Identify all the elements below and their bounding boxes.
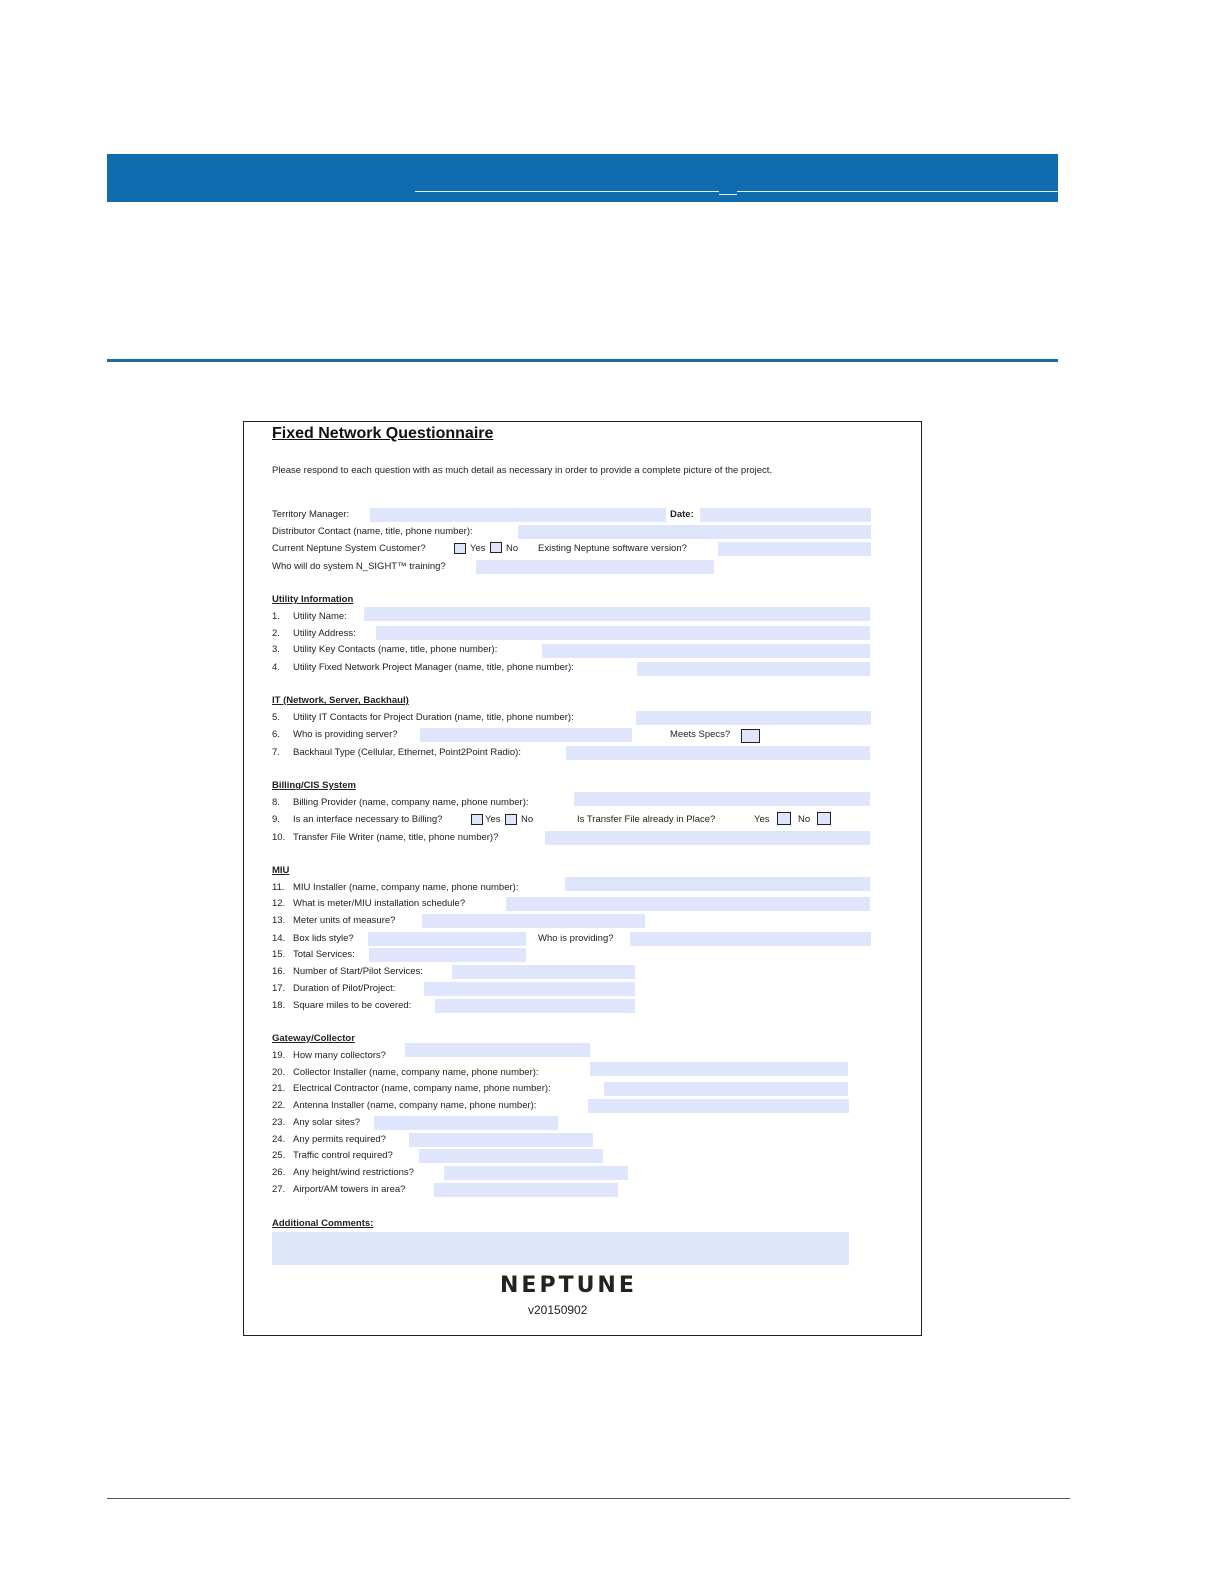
q23-num: 23. (272, 1117, 286, 1128)
q27-field[interactable] (434, 1183, 618, 1197)
q26-label (272, 1167, 414, 1178)
section-billing: Billing/CIS System (272, 780, 356, 791)
date-field[interactable] (700, 508, 871, 522)
q17-text: Duration of Pilot/Project: (293, 983, 396, 994)
current-customer-yes-checkbox[interactable] (454, 543, 466, 554)
q7-num: 7. (272, 747, 280, 758)
section-gateway: Gateway/Collector (272, 1033, 355, 1044)
q24-num: 24. (272, 1134, 286, 1145)
comments-field[interactable] (272, 1232, 849, 1265)
q16-num: 16. (272, 966, 286, 977)
q27-num: 27. (272, 1184, 286, 1195)
q2-text: Utility Address: (293, 628, 356, 639)
section-comments: Additional Comments: (272, 1218, 374, 1229)
date-label: Date: (670, 509, 694, 520)
q24-text: Any permits required? (293, 1134, 386, 1145)
billing-yes-label: Yes (485, 814, 501, 825)
q15-label (272, 949, 355, 960)
q6-num: 6. (272, 729, 280, 740)
banner-underline (737, 191, 1058, 192)
q14-label (272, 933, 354, 944)
distributor-contact-field[interactable] (518, 525, 871, 539)
q5-num: 5. (272, 712, 280, 723)
meets-specs-label: Meets Specs? (670, 729, 731, 740)
q21-field[interactable] (604, 1082, 848, 1096)
form-intro: Please respond to each question with as much detail as necessary in order to provide a complete picture of the project. (272, 465, 773, 476)
q9-label (272, 814, 442, 825)
version-label: v20150902 (528, 1303, 588, 1317)
yes-label: Yes (470, 543, 486, 554)
neptune-logo: NEPTUNE (500, 1273, 637, 1298)
q6-label (272, 729, 398, 740)
q8-label (272, 797, 529, 808)
q14-num: 14. (272, 933, 286, 944)
q7-text: Backhaul Type (Cellular, Ethernet, Point2Point Radio): (293, 747, 521, 758)
q15-text: Total Services: (293, 949, 355, 960)
q10-label (272, 832, 498, 843)
q3-field[interactable] (542, 644, 870, 658)
q1-label (272, 611, 347, 622)
section-miu: MIU (272, 865, 290, 876)
q15-field[interactable] (369, 948, 526, 962)
who-providing-field[interactable] (630, 932, 871, 946)
q24-label (272, 1134, 386, 1145)
software-version-label: Existing Neptune software version? (538, 543, 687, 554)
q7-field[interactable] (566, 746, 870, 760)
q12-text: What is meter/MIU installation schedule? (293, 898, 466, 909)
q17-label (272, 983, 395, 994)
q23-label (272, 1117, 360, 1128)
transfer-yes-label: Yes (754, 814, 770, 825)
transfer-no-label: No (798, 814, 811, 825)
q2-field[interactable] (376, 626, 870, 640)
q17-field[interactable] (424, 982, 635, 996)
q25-text: Traffic control required? (293, 1150, 393, 1161)
q4-field[interactable] (637, 662, 870, 676)
q8-text: Billing Provider (name, company name, phone number): (293, 797, 529, 808)
q12-num: 12. (272, 898, 286, 909)
q11-label (272, 882, 518, 893)
banner-underline (719, 194, 737, 195)
q20-text: Collector Installer (name, company name, phone number): (293, 1067, 539, 1078)
q21-num: 21. (272, 1083, 286, 1094)
q14-text: Box lids style? (293, 933, 354, 944)
q19-text: How many collectors? (293, 1050, 386, 1061)
billing-interface-no-checkbox[interactable] (505, 814, 517, 825)
who-providing-label: Who is providing? (538, 933, 614, 944)
header-banner (107, 154, 1058, 202)
q22-text: Antenna Installer (name, company name, phone number): (293, 1100, 537, 1111)
territory-manager-label: Territory Manager: (272, 509, 350, 520)
q3-label (272, 644, 497, 655)
q4-label (272, 662, 574, 673)
q3-num: 3. (272, 644, 280, 655)
q5-field[interactable] (636, 711, 871, 725)
q13-text: Meter units of measure? (293, 915, 396, 926)
q12-field[interactable] (506, 897, 870, 911)
q13-field[interactable] (422, 914, 645, 928)
q6-field[interactable] (420, 728, 632, 742)
q8-field[interactable] (574, 792, 870, 806)
q16-field[interactable] (452, 965, 635, 979)
transfer-file-no-checkbox[interactable] (817, 812, 831, 825)
meets-specs-checkbox[interactable] (741, 729, 760, 743)
q2-label (272, 628, 356, 639)
q5-label (272, 712, 574, 723)
q8-num: 8. (272, 797, 280, 808)
q1-num: 1. (272, 611, 280, 622)
q3-text: Utility Key Contacts (name, title, phone number): (293, 644, 498, 655)
section-utility: Utility Information (272, 594, 354, 605)
q13-label (272, 915, 395, 926)
q27-text: Airport/AM towers in area? (293, 1184, 406, 1195)
q16-label (272, 966, 423, 977)
questionnaire-image (243, 421, 922, 1336)
no-label: No (506, 543, 519, 554)
footer-rule (107, 1498, 1070, 1499)
q17-num: 17. (272, 983, 286, 994)
section-it: IT (Network, Server, Backhaul) (272, 695, 409, 706)
q15-num: 15. (272, 949, 286, 960)
form-title: Fixed Network Questionnaire (272, 425, 494, 442)
q12-label (272, 898, 465, 909)
q10-field[interactable] (545, 831, 870, 845)
q7-label (272, 747, 521, 758)
q20-field[interactable] (590, 1062, 848, 1076)
current-customer-label: Current Neptune System Customer? (272, 543, 426, 554)
q19-label (272, 1050, 386, 1061)
q9-num: 9. (272, 814, 280, 825)
training-field[interactable] (476, 560, 714, 574)
q16-text: Number of Start/Pilot Services: (293, 966, 423, 977)
q26-text: Any height/wind restrictions? (293, 1167, 414, 1178)
q21-text: Electrical Contractor (name, company name, phone number): (293, 1083, 551, 1094)
q14-field[interactable] (368, 932, 526, 946)
q23-field[interactable] (374, 1116, 558, 1130)
q26-field[interactable] (444, 1166, 628, 1180)
q25-label (272, 1150, 393, 1161)
q10-num: 10. (272, 832, 286, 843)
current-customer-no-checkbox[interactable] (490, 542, 502, 553)
q10-text: Transfer File Writer (name, title, phone number)? (293, 832, 499, 843)
training-label: Who will do system N_SIGHT™ training? (272, 561, 446, 572)
q5-text: Utility IT Contacts for Project Duration (name, title, phone number): (293, 712, 574, 723)
q4-num: 4. (272, 662, 280, 673)
banner-underline (415, 191, 719, 192)
q20-num: 20. (272, 1067, 286, 1078)
q22-label (272, 1100, 536, 1111)
transfer-file-yes-checkbox[interactable] (777, 812, 791, 825)
q18-label (272, 1000, 411, 1011)
q11-field[interactable] (565, 877, 870, 891)
territory-manager-field[interactable] (370, 508, 666, 522)
billing-no-label: No (521, 814, 534, 825)
q2-num: 2. (272, 628, 280, 639)
q24-field[interactable] (409, 1133, 593, 1147)
q1-field[interactable] (364, 607, 870, 621)
q18-num: 18. (272, 1000, 286, 1011)
q4-text: Utility Fixed Network Project Manager (name, title, phone number): (293, 662, 574, 673)
q20-label (272, 1067, 539, 1078)
q19-field[interactable] (405, 1043, 590, 1057)
q25-field[interactable] (419, 1149, 603, 1163)
q9-text: Is an interface necessary to Billing? (293, 814, 443, 825)
q18-text: Square miles to be covered: (293, 1000, 412, 1011)
q13-num: 13. (272, 915, 286, 926)
section-divider (107, 359, 1058, 362)
distributor-contact-label: Distributor Contact (name, title, phone number): (272, 526, 473, 537)
q19-num: 19. (272, 1050, 286, 1061)
q21-label (272, 1083, 551, 1094)
q1-text: Utility Name: (293, 611, 347, 622)
q18-field[interactable] (435, 999, 635, 1013)
q27-label (272, 1184, 405, 1195)
q22-field[interactable] (588, 1099, 849, 1113)
q6-text: Who is providing server? (293, 729, 398, 740)
billing-interface-yes-checkbox[interactable] (471, 814, 483, 825)
q25-num: 25. (272, 1150, 286, 1161)
q26-num: 26. (272, 1167, 286, 1178)
q23-text: Any solar sites? (293, 1117, 361, 1128)
q22-num: 22. (272, 1100, 286, 1111)
software-version-field[interactable] (718, 542, 871, 556)
q11-num: 11. (272, 882, 285, 893)
transfer-file-label: Is Transfer File already in Place? (577, 814, 716, 825)
q11-text: MIU Installer (name, company name, phone number): (293, 882, 519, 893)
